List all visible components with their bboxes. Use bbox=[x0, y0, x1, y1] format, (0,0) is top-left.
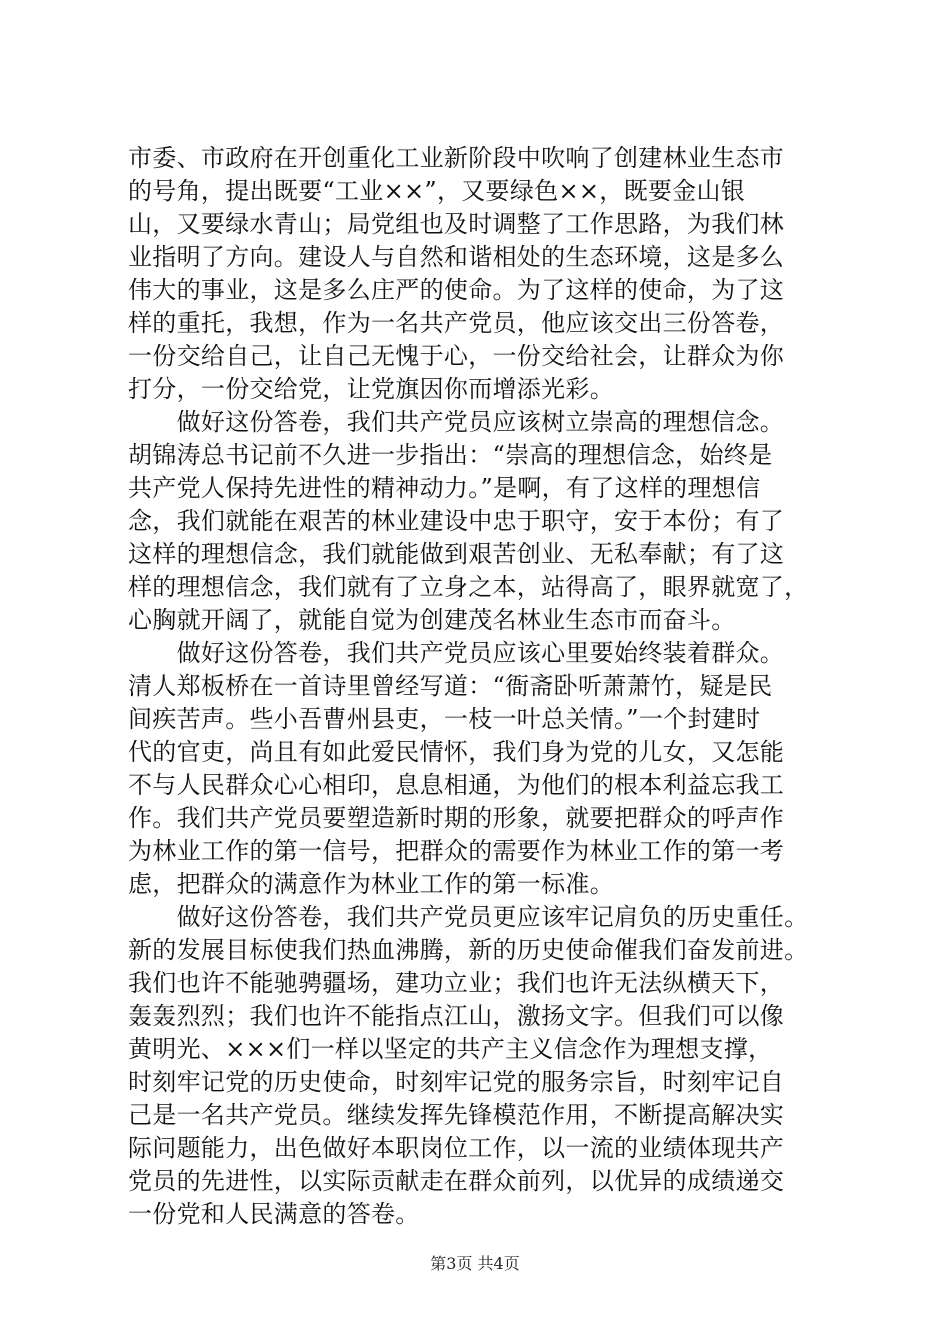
page-number-footer: 第3页 共4页 bbox=[430, 1254, 520, 1273]
text-line: 打分，一份交给党，让党旗因你而增添光彩。 bbox=[128, 375, 614, 403]
text-line: 清人郑板桥在一首诗里曾经写道：“衙斋卧听萧萧竹，疑是民 bbox=[128, 672, 773, 700]
text-line: 心胸就开阔了，就能自觉为创建茂名林业生态市而奋斗。 bbox=[128, 606, 736, 634]
text-line: 的号角，提出既要“工业××”，又要绿色××，既要金山银 bbox=[128, 177, 746, 205]
text-line: 一份党和人民满意的答卷。 bbox=[128, 1200, 420, 1228]
text-line: 己是一名共产党员。继续发挥先锋模范作用，不断提高解决实 bbox=[128, 1101, 785, 1129]
text-line: 我们也许不能驰骋疆场，建功立业；我们也许无法纵横天下， bbox=[128, 969, 785, 997]
text-line: 这样的理想信念，我们就能做到艰苦创业、无私奉献；有了这 bbox=[128, 540, 785, 568]
text-line: 样的重托，我想，作为一名共产党员，他应该交出三份答卷， bbox=[128, 309, 785, 337]
text-line: 市委、市政府在开创重化工业新阶段中吹响了创建林业生态市 bbox=[128, 144, 785, 172]
text-line: 时刻牢记党的历史使命，时刻牢记党的服务宗旨，时刻牢记自 bbox=[128, 1068, 785, 1096]
text-line: 做好这份答卷，我们共产党员更应该牢记肩负的历史重任。 bbox=[128, 903, 809, 931]
text-line: 不与人民群众心心相印，息息相通，为他们的根本利益忘我工 bbox=[128, 771, 785, 799]
text-line: 念，我们就能在艰苦的林业建设中忠于职守，安于本份；有了 bbox=[128, 507, 785, 535]
text-line: 为林业工作的第一信号，把群众的需要作为林业工作的第一考 bbox=[128, 837, 785, 865]
text-line: 作。我们共产党员要塑造新时期的形象，就要把群众的呼声作 bbox=[128, 804, 785, 832]
text-line: 山，又要绿水青山；局党组也及时调整了工作思路，为我们林 bbox=[128, 210, 785, 238]
text-line: 虑，把群众的满意作为林业工作的第一标准。 bbox=[128, 870, 614, 898]
text-line: 一份交给自己，让自己无愧于心，一份交给社会，让群众为你 bbox=[128, 342, 785, 370]
text-line: 轰轰烈烈；我们也许不能指点江山，激扬文字。但我们可以像 bbox=[128, 1002, 785, 1030]
text-line: 样的理想信念，我们就有了立身之本，站得高了，眼界就宽了， bbox=[128, 573, 809, 601]
text-line: 伟大的事业，这是多么庄严的使命。为了这样的使命，为了这 bbox=[128, 276, 785, 304]
document-body bbox=[128, 142, 828, 1231]
text-line: 代的官吏，尚且有如此爱民情怀，我们身为党的儿女，又怎能 bbox=[128, 738, 785, 766]
text-line: 业指明了方向。建设人与自然和谐相处的生态环境，这是多么 bbox=[128, 243, 785, 271]
text-line: 共产党人保持先进性的精神动力。”是啊，有了这样的理想信 bbox=[128, 474, 761, 502]
text-line: 胡锦涛总书记前不久进一步指出：“崇高的理想信念，始终是 bbox=[128, 441, 773, 469]
text-line: 黄明光、×××们一样以坚定的共产主义信念作为理想支撑， bbox=[128, 1035, 773, 1063]
text-line: 党员的先进性，以实际贡献走在群众前列，以优异的成绩递交 bbox=[128, 1167, 785, 1195]
text-line: 间疾苦声。些小吾曹州县吏，一枝一叶总关情。”一个封建时 bbox=[128, 705, 761, 733]
text-line: 新的发展目标使我们热血沸腾，新的历史使命催我们奋发前进。 bbox=[128, 936, 809, 964]
text-line: 做好这份答卷，我们共产党员应该树立崇高的理想信念。 bbox=[128, 408, 785, 436]
text-line: 际问题能力，出色做好本职岗位工作，以一流的业绩体现共产 bbox=[128, 1134, 785, 1162]
text-line: 做好这份答卷，我们共产党员应该心里要始终装着群众。 bbox=[128, 639, 785, 667]
